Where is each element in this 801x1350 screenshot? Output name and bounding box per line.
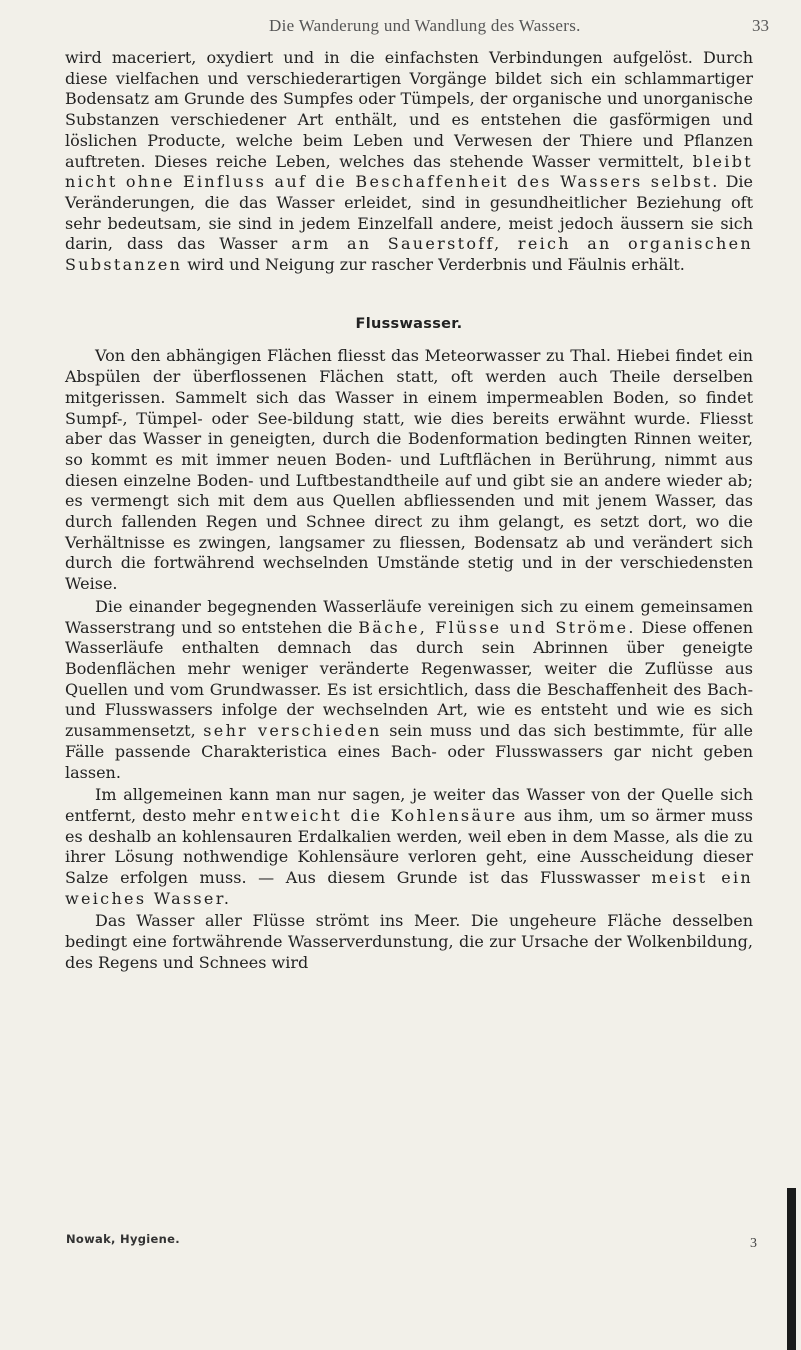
paragraph-1-emphasis-a: bleibt nicht ohne Einfluss auf die Beschaffenheit des Wassers selbst.: [65, 151, 753, 192]
page-footer: [66, 1232, 756, 1252]
paragraph-4-emphasis-b: meist ein weiches Wasser.: [65, 868, 754, 908]
printer-signature: Nowak, Hygiene.: [66, 1232, 180, 1246]
paragraph-4-text-b: aus ihm, um so ärmer muss es deshalb an kohlensauren Erdalkalien werden, weil eben in dem Masse, als die zu ihrer Lösung nothwendige Kohlensäure verloren geht, eine Ausscheidung dieser Salze erfolgen muss. — Aus diesem Grunde ist das Flusswasser: [65, 805, 753, 888]
paragraph-4-text-a: Im allgemeinen kann man nur sagen, je weiter das Wasser von der Quelle sich entfernt, desto mehr: [65, 785, 753, 825]
paragraph-1: [65, 48, 753, 276]
paragraph-1-text-c: wird und Neigung zur rascher Verderbnis und Fäulnis erhält.: [187, 255, 685, 275]
book-spine-edge: [787, 1188, 796, 1350]
paragraph-3-text-a: Die einander begegnenden Wasserläufe vereinigen sich zu einem gemeinsamen Wasserstrang und so entstehen die: [65, 596, 753, 637]
page-header: [0, 8, 801, 38]
paragraph-2: Von den abhängigen Flächen fliesst das Meteorwasser zu Thal. Hiebei findet ein Abspülen der überflossenen Flächen statt, oft werden auch Theile derselben mitgerissen. Sammelt sich das Wasser in einem impermeablen Boden, so findet Sumpf-, Tümpel- oder See-bildung statt, wie dies bereits erwähnt wurde. Fliesst aber das Wasser in geneigten, durch die Bodenformation bedingten Rinnen weiter, so kommt es mit immer neuen Boden- und Luftflächen in Berührung, nimmt aus diesen einzelne Boden- und Luftbestandtheile auf und gibt sie an andere wieder ab; es vermengt sich mit dem aus Quellen abfliessenden und mit jenem Wasser, das durch fallenden Regen und Schnee direct zu ihm gelangt, es setzt dort, wo die Verhältnisse es zwingen, langsamer zu fliessen, Bodensatz ab und verändert sich durch die fortwährend wechselnden Umstände stetig und in der verschiedensten Weise.: [65, 346, 753, 594]
paragraph-4-emphasis-a: entweicht die Kohlensäure: [241, 805, 518, 825]
paragraph-4: [65, 785, 753, 909]
paragraph-3: [65, 597, 753, 783]
page-number: 33: [752, 16, 769, 35]
paragraph-1-text-a: wird maceriert, oxydiert und in die einfachsten Verbindungen aufgelöst. Durch diese vielfachen und verschiederartigen Vorgänge bildet sich ein schlammartiger Bodensatz am Grunde des Sumpfes oder Tümpels, der organische und unorganische Substanzen verschiedener Art enthält, und es entstehen die gasförmigen und löslichen Producte, welche beim Leben und Verwesen der Thiere und Pflanzen auftreten. Dieses reiche Leben, welches das stehende Wasser vermittelt,: [65, 48, 753, 171]
paragraph-3-emphasis-b: sehr verschieden: [203, 721, 382, 741]
paragraph-3-emphasis-a: Bäche, Flüsse und Ströme.: [358, 617, 636, 637]
sheet-number: 3: [750, 1236, 757, 1251]
running-head: Die Wanderung und Wandlung des Wassers.: [269, 16, 581, 35]
paragraph-5: Das Wasser aller Flüsse strömt ins Meer. Die ungeheure Fläche desselben bedingt eine fortwährende Wasserverdunstung, die zur Ursache der Wolkenbildung, des Regens und Schnees wird: [65, 911, 753, 972]
body-text: [65, 48, 753, 974]
paragraph-3-text-c: sein muss und das sich bestimmte, für alle Fälle passende Charakteristica eines Bach- oder Flusswassers gar nicht geben lassen.: [65, 721, 753, 782]
paragraph-3-text-b: Diese offenen Wasserläufe enthalten demnach das durch sein Abrinnen über geneigte Bodenflächen mehr weniger veränderte Regenwasser, weiter die Zuflüsse aus Quellen und vom Grundwasser. Es ist ersichtlich, dass die Beschaffenheit des Bach- und Flusswassers infolge der wechselnden Art, wie es entsteht und wie es sich zusammensetzt,: [65, 617, 753, 741]
paragraph-1-emphasis-b: arm an Sauerstoff, reich an organischen Substanzen: [65, 234, 753, 275]
section-heading: Flusswasser.: [355, 315, 463, 332]
paragraph-1-text-b: Die Veränderungen, die das Wasser erleidet, sind in gesundheitlicher Beziehung oft sehr bedeutsam, sie sind in jedem Einzelfall andere, meist jedoch äussern sie sich darin, dass das Wasser: [65, 172, 753, 254]
